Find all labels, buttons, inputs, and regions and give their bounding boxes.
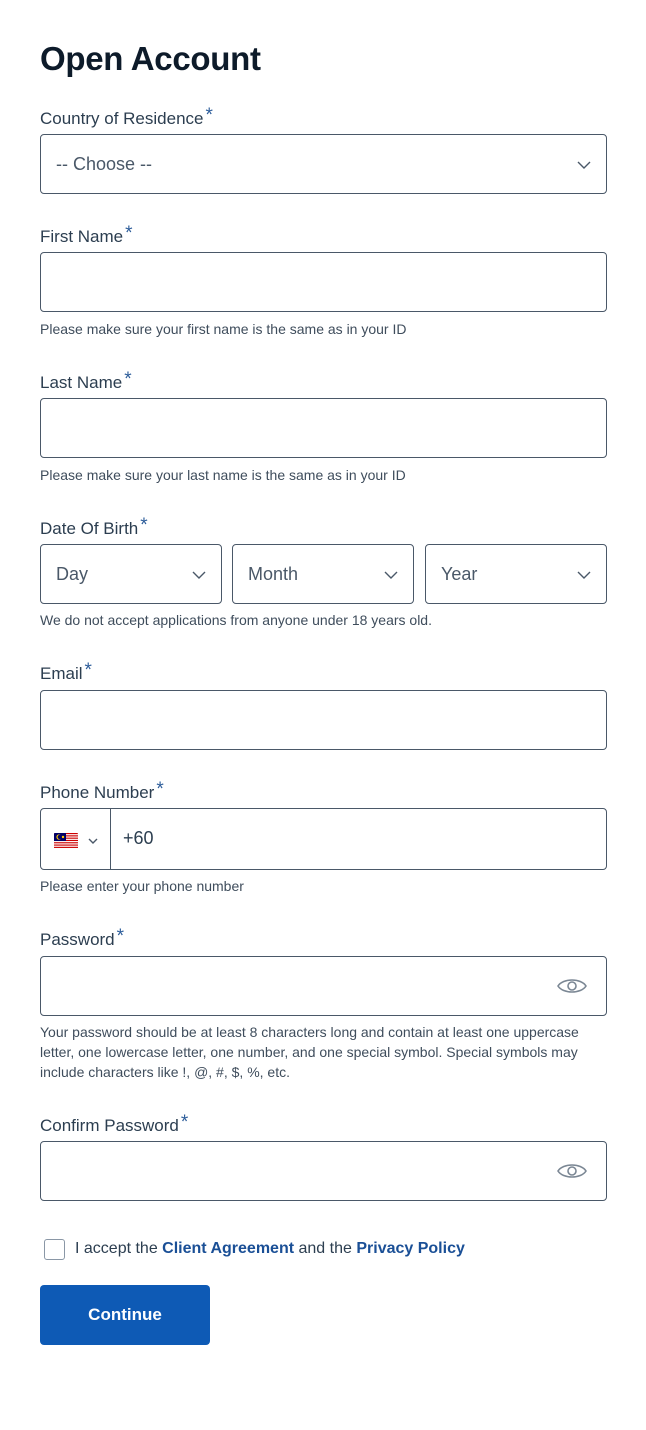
phone-label-text: Phone Number: [40, 783, 155, 802]
privacy-policy-link[interactable]: Privacy Policy: [356, 1240, 465, 1257]
last-name-help: Please make sure your last name is the same as in your ID: [40, 467, 406, 483]
password-field[interactable]: [40, 956, 607, 1016]
phone-help: Please enter your phone number: [40, 878, 244, 894]
first-name-input[interactable]: [40, 252, 607, 312]
malaysia-flag-icon: [54, 833, 78, 849]
required-marker: *: [205, 105, 213, 126]
agreement-prefix: I accept the: [75, 1240, 158, 1257]
last-name-label-text: Last Name: [40, 373, 123, 392]
phone-country-select[interactable]: [41, 809, 111, 869]
eye-icon[interactable]: [556, 1160, 588, 1182]
continue-button[interactable]: Continue: [40, 1285, 210, 1345]
chevron-down-icon: [576, 157, 592, 173]
dob-help: We do not accept applications from anyone under 18 years old.: [40, 612, 432, 628]
required-marker: *: [125, 223, 133, 244]
required-marker: *: [156, 779, 164, 800]
country-select-value: -- Choose --: [56, 154, 153, 174]
country-label-text: Country of Residence: [40, 109, 204, 128]
phone-label: [40, 779, 164, 804]
confirm-password-field[interactable]: [40, 1141, 607, 1201]
dob-day-select[interactable]: [40, 544, 222, 604]
page-title: Open Account: [40, 40, 261, 77]
agreement-text: [75, 1240, 465, 1258]
required-marker: *: [124, 369, 132, 390]
required-marker: *: [116, 926, 125, 947]
chevron-down-icon: [87, 834, 99, 846]
first-name-label-text: First Name: [40, 227, 124, 246]
agreement-middle: and the: [298, 1240, 352, 1257]
email-label: [40, 660, 92, 685]
phone-number-input[interactable]: +60: [123, 828, 154, 848]
dob-label-text: Date Of Birth: [40, 519, 139, 538]
chevron-down-icon: [191, 567, 207, 583]
email-input[interactable]: [40, 690, 607, 750]
phone-field: [40, 808, 607, 870]
required-marker: *: [140, 515, 148, 536]
dob-label: [40, 515, 148, 540]
country-select[interactable]: [40, 134, 607, 194]
first-name-help: Please make sure your first name is the same as in your ID: [40, 321, 407, 337]
first-name-label: [40, 223, 133, 248]
password-label: [40, 926, 125, 951]
password-label-text: Password: [40, 930, 115, 949]
last-name-input[interactable]: [40, 398, 607, 458]
client-agreement-link[interactable]: Client Agreement: [162, 1240, 295, 1257]
required-marker: *: [180, 1112, 189, 1133]
country-label: [40, 105, 213, 130]
confirm-password-label: [40, 1112, 189, 1137]
dob-year-select[interactable]: [425, 544, 607, 604]
last-name-label: [40, 369, 132, 394]
required-marker: *: [84, 660, 92, 681]
eye-icon[interactable]: [556, 975, 588, 997]
email-label-text: Email: [40, 664, 83, 683]
dob-day-value: Day: [56, 564, 89, 584]
dob-year-value: Year: [441, 564, 478, 584]
chevron-down-icon: [383, 567, 399, 583]
password-help: Your password should be at least 8 characters long and contain at least one uppercase letter, one lowercase letter, one number, and one special symbol. Special symbols may include characters like !, @, #, $, %, etc.: [40, 1024, 579, 1080]
chevron-down-icon: [576, 567, 592, 583]
dob-month-select[interactable]: [232, 544, 414, 604]
confirm-password-label-text: Confirm Password: [40, 1116, 179, 1135]
agreement-checkbox[interactable]: [44, 1239, 65, 1260]
dob-month-value: Month: [248, 564, 299, 584]
